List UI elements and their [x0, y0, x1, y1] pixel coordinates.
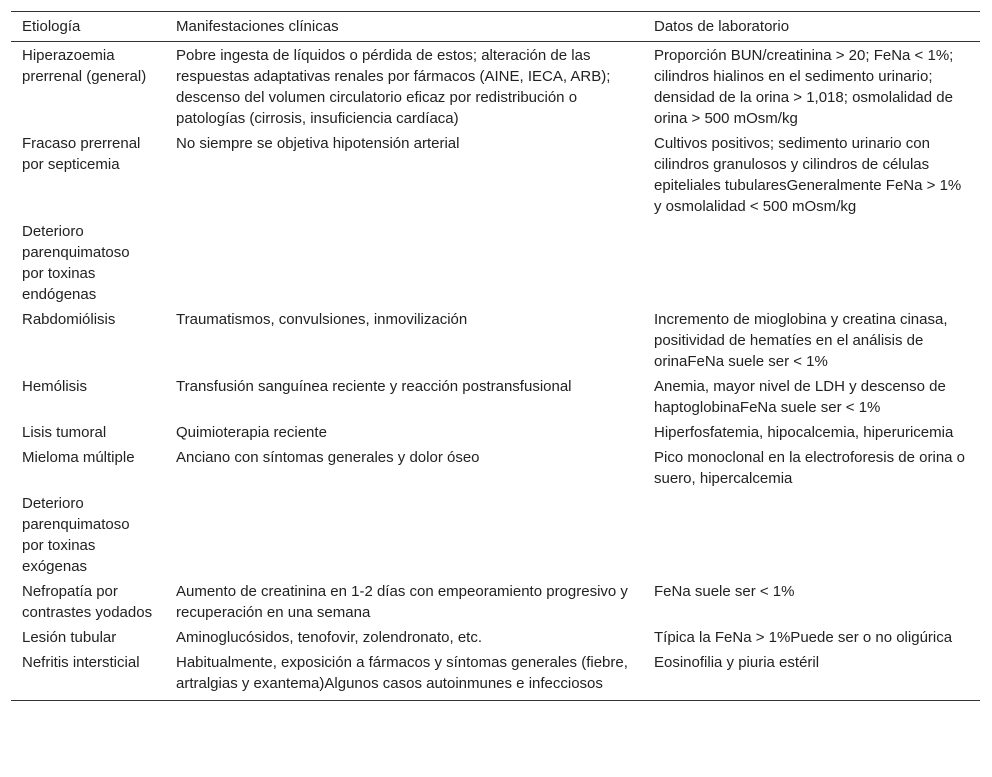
cell-manifestaciones: Pobre ingesta de líquidos o pérdida de estos; alteración de las respuestas adaptativas renales por fármacos (AINE, IECA, ARB); descenso del volumen circulatorio eficaz por redistribución o patologías (cirrosis, insuficiencia cardíaca) [176, 47, 611, 127]
cell-etiologia: Fracaso prerrenal por septicemia [22, 135, 141, 173]
cell-manifestaciones [165, 490, 643, 578]
cell-etiologia: Hiperazoemia prerrenal (general) [22, 47, 147, 85]
cell-etiologia: Hemólisis [22, 378, 88, 395]
table-row [11, 42, 980, 131]
cell-etiologia: Lisis tumoral [22, 424, 107, 441]
table-row [11, 490, 980, 578]
cell-manifestaciones: No siempre se objetiva hipotensión arterial [176, 135, 460, 152]
table-row [11, 419, 980, 444]
cell-manifestaciones: Habitualmente, exposición a fármacos y síntomas generales (fiebre, artralgias y exantema)Algunos casos autoinmunes e infecciosos [165, 649, 643, 701]
header-manifestaciones: Manifestaciones clínicas [165, 12, 643, 42]
cell-etiologia: Mieloma múltiple [22, 449, 135, 466]
cell-etiologia: Lesión tubular [22, 629, 117, 646]
cell-datos: Hiperfosfatemia, hipocalcemia, hiperuricemia [654, 424, 954, 441]
table-row [11, 373, 980, 419]
table-row [11, 444, 980, 490]
table-row [11, 218, 980, 306]
cell-manifestaciones: Transfusión sanguínea reciente y reacción postransfusional [176, 378, 572, 395]
cell-datos [643, 490, 980, 578]
cell-manifestaciones: Anciano con síntomas generales y dolor óseo [176, 449, 480, 466]
cell-etiologia: Deterioro parenquimatoso por toxinas exógenas [22, 495, 130, 575]
cell-etiologia: Rabdomiólisis [22, 311, 116, 328]
cell-datos: Anemia, mayor nivel de LDH y descenso de haptoglobinaFeNa suele ser < 1% [654, 378, 946, 416]
cell-datos: Proporción BUN/creatinina > 20; FeNa < 1%; cilindros hialinos en el sedimento urinario; densidad de la orina > 1,018; osmolalidad de orina > 500 mOsm/kg [654, 47, 954, 127]
cell-etiologia: Nefritis intersticial [11, 649, 165, 701]
table-row [11, 306, 980, 373]
cell-datos: FeNa suele ser < 1% [654, 583, 795, 600]
cell-datos: Cultivos positivos; sedimento urinario con cilindros granulosos y cilindros de células epiteliales tubularesGeneralmente FeNa > 1% y osmolalidad < 500 mOsm/kg [654, 135, 962, 215]
cell-manifestaciones: Aumento de creatinina en 1-2 días con empeoramiento progresivo y recuperación en una semana [176, 583, 628, 621]
cell-etiologia: Nefropatía por contrastes yodados [22, 583, 153, 621]
cell-datos: Eosinofilia y piuria estéril [643, 649, 980, 701]
header-datos-laboratorio: Datos de laboratorio [643, 12, 980, 42]
cell-datos [643, 218, 980, 306]
cell-manifestaciones: Quimioterapia reciente [176, 424, 327, 441]
cell-datos: Pico monoclonal en la electroforesis de orina o suero, hipercalcemia [654, 449, 966, 487]
table-row [11, 649, 980, 701]
cell-manifestaciones: Aminoglucósidos, tenofovir, zolendronato, etc. [176, 629, 483, 646]
cell-manifestaciones [165, 218, 643, 306]
cell-manifestaciones: Traumatismos, convulsiones, inmovilización [176, 311, 468, 328]
cell-etiologia: Deterioro parenquimatoso por toxinas endógenas [22, 223, 130, 303]
table-row [11, 578, 980, 624]
table-header-row [11, 12, 980, 42]
cell-datos: Incremento de mioglobina y creatina cinasa, positividad de hematíes en el análisis de orinaFeNa suele ser < 1% [654, 311, 948, 370]
table-row [11, 130, 980, 218]
table-row [11, 624, 980, 649]
etiology-table [11, 11, 980, 701]
header-etiologia: Etiología [11, 12, 165, 42]
table-body [11, 42, 980, 701]
cell-datos: Típica la FeNa > 1%Puede ser o no oligúrica [654, 629, 953, 646]
